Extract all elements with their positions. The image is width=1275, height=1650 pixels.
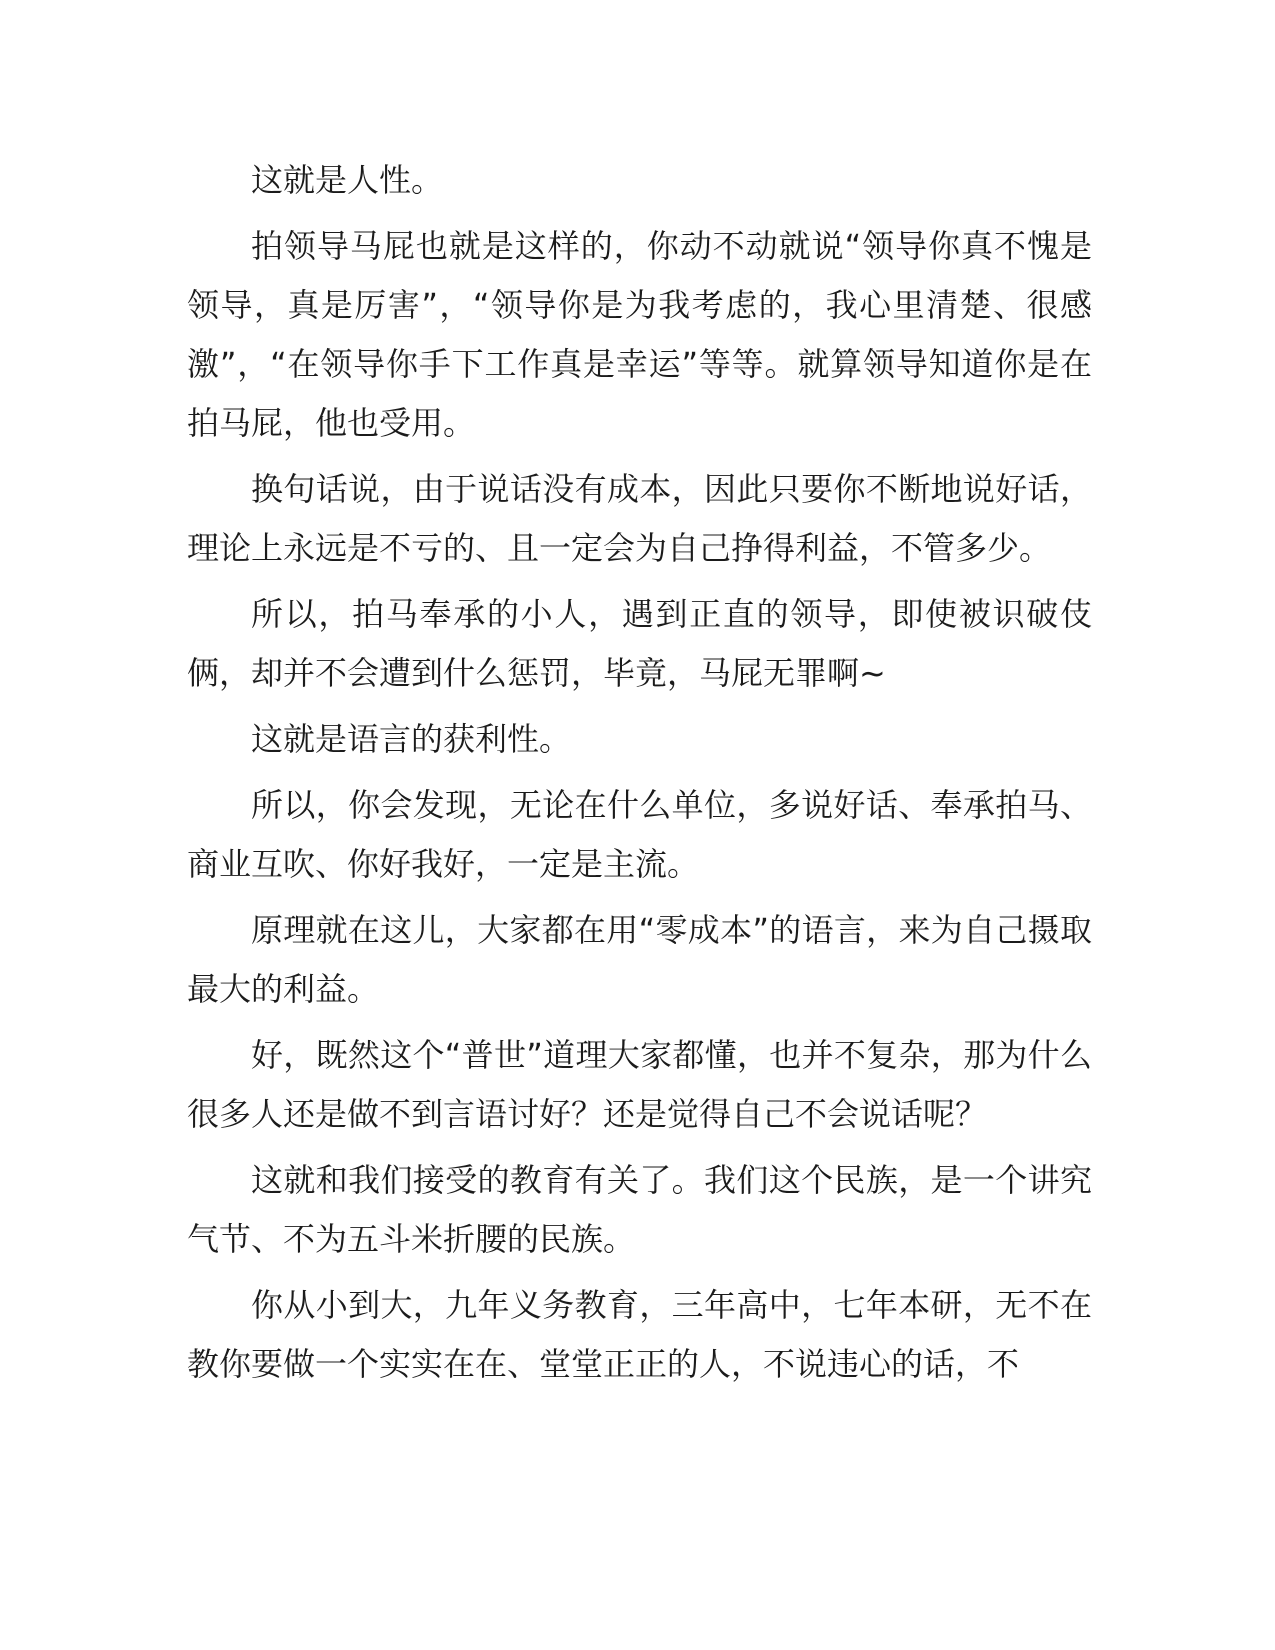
body-text xyxy=(187,151,1092,1401)
paragraph-2: 拍领导马屁也就是这样的，你动不动就说“领导你真不愧是领导，真是厉害”，“领导你是为我考虑的，我心里清楚、很感激”，“在领导你手下工作真是幸运”等等。就算领导知道你是在拍马屁，他也受用。 xyxy=(187,227,1092,442)
paragraph-10: 你从小到大，九年义务教育，三年高中，七年本研，无不在教你要做一个实实在在、堂堂正正的人，不说违心的话，不 xyxy=(187,1286,1092,1383)
paragraph-4: 所以，拍马奉承的小人，遇到正直的领导，即使被识破伎俩，却并不会遭到什么惩罚，毕竟，马屁无罪啊~ xyxy=(187,595,1092,692)
paragraph-5: 这就是语言的获利性。 xyxy=(251,720,572,758)
paragraph-8: 好，既然这个“普世”道理大家都懂，也并不复杂，那为什么很多人还是做不到言语讨好？还是觉得自己不会说话呢？ xyxy=(187,1036,1092,1133)
paragraph-1: 这就是人性。 xyxy=(251,161,444,199)
paragraph-7: 原理就在这儿，大家都在用“零成本”的语言，来为自己摄取最大的利益。 xyxy=(187,911,1092,1008)
paragraph-9: 这就和我们接受的教育有关了。我们这个民族，是一个讲究气节、不为五斗米折腰的民族。 xyxy=(187,1161,1092,1258)
paragraph-6: 所以，你会发现，无论在什么单位，多说好话、奉承拍马、商业互吹、你好我好，一定是主流。 xyxy=(187,786,1092,883)
paragraph-3: 换句话说，由于说话没有成本，因此只要你不断地说好话，理论上永远是不亏的、且一定会为自己挣得利益，不管多少。 xyxy=(187,470,1092,567)
